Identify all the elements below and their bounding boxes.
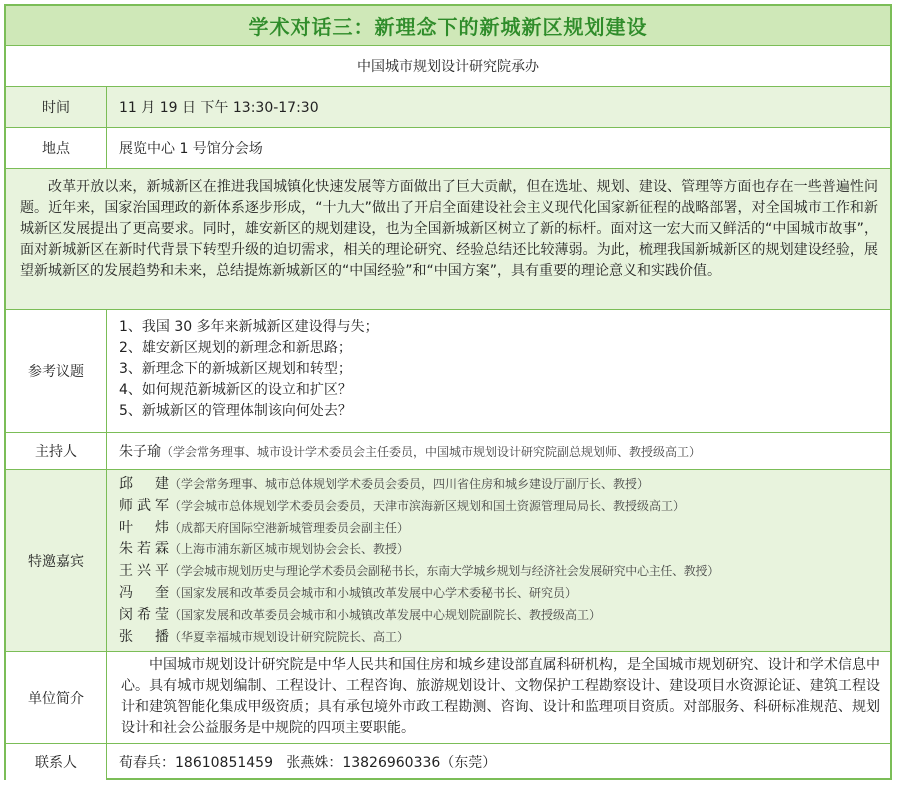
guest-item <box>119 496 890 518</box>
time-row <box>6 87 890 128</box>
host-row <box>6 433 890 470</box>
guest-name: 闵希莹 <box>119 606 169 623</box>
time-value: 11 月 19 日 下午 13:30-17:30 <box>107 87 890 127</box>
guest-name: 张 播 <box>119 628 169 645</box>
guest-name: 师武军 <box>119 497 169 514</box>
guest-item <box>119 561 890 583</box>
guest-description: （国家发展和改革委员会城市和小城镇改革发展中心规划院副院长、教授级高工） <box>169 607 602 622</box>
unit-row <box>6 652 890 744</box>
guest-description: （学会城市规划历史与理论学术委员会副秘书长，东南大学城乡规划与经济社会发展研究中心主任、教授） <box>169 564 719 579</box>
guest-item <box>119 627 890 649</box>
guests-label: 特邀嘉宾 <box>6 470 107 651</box>
guest-item <box>119 539 890 561</box>
organizer-line: 中国城市规划设计研究院承办 <box>6 46 890 87</box>
contact-label: 联系人 <box>6 744 107 780</box>
topic-item: 3、新理念下的新城新区规划和转型； <box>119 361 352 377</box>
host-label: 主持人 <box>6 433 107 469</box>
guest-description: （上海市浦东新区城市规划协会会长、教授） <box>169 542 410 557</box>
topic-item: 1、我国 30 多年来新城新区建设得与失； <box>119 319 379 335</box>
guest-item <box>119 474 890 496</box>
intro-paragraph: 改革开放以来，新城新区在推进我国城镇化快速发展等方面做出了巨大贡献，但在选址、规划、建设、管理等方面也存在一些普遍性问题。近年来，国家治国理政的新体系逐步形成，“十九大”做出了开启全面建设社会主义现代化国家新征程的战略部署，对全国城市工作和新城新区发展提出了更高要求。同时，雄安新区的规划建设，也为全国新城新区树立了新的标杆。面对这一宏大而又鲜活的“中国城市故事”，面对新城新区在新时代背景下转型升级的迫切需求，相关的理论研究、经验总结还比较薄弱。为此，梳理我国新城新区的规划建设经验，展望新城新区的发展趋势和未来，总结提炼新城新区的“中国经验”和“中国方案”，具有重要的理论意义和实践价值。 <box>20 179 878 279</box>
guest-description: （华夏幸福城市规划设计研究院院长、高工） <box>169 629 410 644</box>
page-title: 学术对话三：新理念下的新城新区规划建设 <box>6 6 890 46</box>
guest-name: 冯 奎 <box>119 584 169 601</box>
guest-description: （学会城市总体规划学术委员会委员，天津市滨海新区规划和国土资源管理局局长、教授级高工） <box>169 498 686 513</box>
guest-name: 叶 炜 <box>119 519 169 536</box>
guests-list <box>107 470 890 651</box>
event-info-table <box>4 4 892 780</box>
host-name: 朱子瑜 <box>119 444 161 460</box>
guest-description: （成都天府国际空港新城管理委员会副主任） <box>169 520 410 535</box>
topics-list <box>107 310 890 432</box>
guest-description: （学会常务理事、城市总体规划学术委员会委员，四川省住房和城乡建设厅副厅长、教授） <box>169 477 650 491</box>
guest-item <box>119 583 890 605</box>
guest-name: 王兴平 <box>119 563 169 580</box>
place-label: 地点 <box>6 128 107 168</box>
guest-name: 邱 建 <box>119 476 169 492</box>
guest-description: （国家发展和改革委员会城市和小城镇改革发展中心学术委秘书长、研究员） <box>169 585 578 600</box>
contact-value: 荀春兵：18610851459 张燕姝：13826960336（东莞） <box>119 755 497 771</box>
place-row <box>6 128 890 169</box>
topic-item: 5、新城新区的管理体制该向何处去？ <box>119 403 352 419</box>
guests-row <box>6 470 890 652</box>
intro-row <box>6 169 890 310</box>
guest-name: 朱若霖 <box>119 541 169 558</box>
guest-item <box>119 605 890 627</box>
topic-item: 4、如何规范新城新区的设立和扩区？ <box>119 382 352 398</box>
place-value: 展览中心 1 号馆分会场 <box>119 141 263 157</box>
guest-item <box>119 518 890 540</box>
topics-row <box>6 310 890 433</box>
topics-label: 参考议题 <box>6 310 107 432</box>
host-description: （学会常务理事、城市设计学术委员会主任委员，中国城市规划设计研究院副总规划师、教授级高工） <box>161 444 702 459</box>
time-label: 时间 <box>6 87 107 127</box>
unit-description: 中国城市规划设计研究院是中华人民共和国住房和城乡建设部直属科研机构，是全国城市规划研究、设计和学术信息中心。具有城市规划编制、工程设计、工程咨询、旅游规划设计、文物保护工程勘察设计、建设项目水资源论证、建筑工程设计和建筑智能化集成甲级资质；具有承包境外市政工程勘测、咨询、设计和监理项目资质。对部服务、科研标准规范、规划设计和社会公益服务是中规院的四项主要职能。 <box>121 657 880 736</box>
topic-item: 2、雄安新区规划的新理念和新思路； <box>119 340 352 356</box>
contact-row <box>6 744 890 780</box>
unit-label: 单位简介 <box>6 652 107 743</box>
